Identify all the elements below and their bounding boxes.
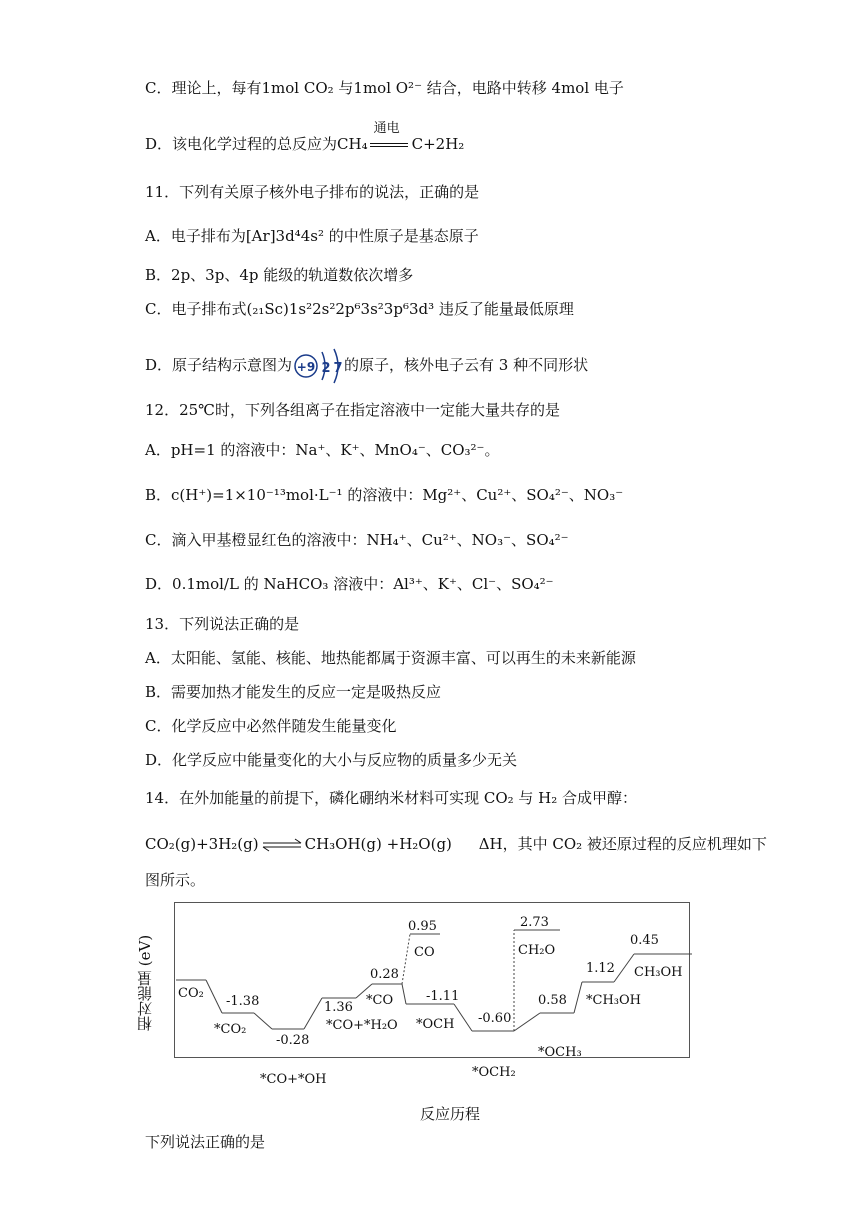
value-label-8: 2.73 [520,915,549,930]
q13-option-d: D．化学反应中能量变化的大小与反应物的质量多少无关 [145,751,518,769]
species-label-3: *CO+*H₂O [326,1018,398,1033]
transition-line-4 [402,984,406,1004]
q12-option-c: C．滴入甲基橙显红色的溶液中：NH₄⁺、Cu²⁺、NO₃⁻、SO₄²⁻ [145,531,569,549]
equation-products: CH₃OH(g) +H₂O(g) [304,835,452,853]
species-label-7: *OCH₂ [472,1065,516,1080]
q11-option-b: B．2p、3p、4p 能级的轨道数依次增多 [145,266,414,284]
value-label-5: 0.95 [408,919,437,934]
equation-reactants: CO₂(g)+3H₂(g) [145,835,259,853]
transition-line-6 [514,1013,540,1031]
species-label-2: *CO+*OH [260,1072,327,1087]
desorption-co-line [402,934,410,984]
species-label-8: CH₂O [518,943,556,958]
equilibrium-arrow [261,835,303,855]
option-d-text: D．该电化学过程的总反应为 [145,135,338,153]
value-label-10: 1.12 [586,961,615,976]
reactant-ch4: CH₄ [337,135,368,153]
q11d-suffix: 的原子，核外电子云有 3 种不同形状 [344,356,589,374]
electrolysis-label: 通电 [373,121,400,136]
energy-levels-svg [140,898,700,1098]
species-label-11: CH₃OH [634,965,683,980]
energy-profile-chart [136,898,700,1128]
atom-structure-icon [292,346,344,386]
q12-option-d: D．0.1mol/L 的 NaHCO₃ 溶液中：Al³⁺、K⁺、Cl⁻、SO₄²⁻ [145,575,554,593]
species-label-1: *CO₂ [214,1022,247,1037]
species-label-9: *OCH₃ [538,1045,582,1060]
value-label-2: -0.28 [276,1033,310,1048]
q14-equation [145,834,767,855]
transition-line-0 [206,980,222,1013]
q13-option-b: B．需要加热才能发生的反应一定是吸热反应 [145,683,442,701]
q14-question-prompt: 下列说法正确的是 [145,1133,266,1151]
question-13: 13．下列说法正确的是 [145,615,300,633]
transition-line-8 [614,954,634,982]
q13-option-a: A．太阳能、氢能、核能、地热能都属于资源丰富、可以再生的未来新能源 [145,649,636,667]
electrolysis-arrow [370,121,410,155]
value-label-4: 0.28 [370,967,399,982]
q11-option-a: A．电子排布为[Ar]3d⁴4s² 的中性原子是基态原子 [145,227,479,245]
transition-line-5 [454,1004,472,1031]
transition-line-2 [304,998,322,1029]
species-label-10: *CH₃OH [586,993,641,1008]
value-label-11: 0.45 [630,933,659,948]
x-axis-label: 反应历程 [420,1105,481,1123]
y-axis-label: 相对能量 (eV) [136,934,154,1032]
nucleus-charge: +9 [296,360,316,374]
q11-option-c: C．电子排布式(₂₁Sc)1s²2s²2p⁶3s²3p⁶3d³ 违反了能量最低原理 [145,300,574,318]
species-label-6: *OCH [416,1017,455,1032]
value-label-3: 1.36 [324,1000,353,1015]
value-label-1: -1.38 [226,994,260,1009]
q11-option-d [145,346,588,386]
option-c-electrochem: C．理论上，每有1mol CO₂ 与1mol O²⁻ 结合，电路中转移 4mol 电子 [145,79,624,97]
value-label-6: -1.11 [426,989,460,1004]
species-label-5: CO [414,945,435,960]
question-11: 11．下列有关原子核外电子排布的说法，正确的是 [145,183,480,201]
transition-line-7 [574,982,582,1013]
q12-option-a: A．pH=1 的溶液中：Na⁺、K⁺、MnO₄⁻、CO₃²⁻。 [145,441,500,459]
option-d-electrochem [145,121,465,155]
shell2-electrons: 7 [333,361,343,376]
q13-option-c: C．化学反应中必然伴随发生能量变化 [145,717,397,735]
q11d-prefix: D．原子结构示意图为 [145,356,293,374]
shell1-electrons: 2 [321,361,331,376]
species-label-0: CO₂ [178,986,204,1001]
question-14: 14．在外加能量的前提下，磷化硼纳米材料可实现 CO₂ 与 H₂ 合成甲醇： [145,789,638,807]
q14-continuation: 图所示。 [145,871,206,889]
species-label-4: *CO [366,993,394,1008]
value-label-9: 0.58 [538,993,567,1008]
equation-note: ΔH，其中 CO₂ 被还原过程的反应机理如下 [478,835,767,853]
value-label-7: -0.60 [478,1011,512,1026]
q12-option-b: B．c(H⁺)=1×10⁻¹³mol·L⁻¹ 的溶液中：Mg²⁺、Cu²⁺、SO₄²⁻、NO₃⁻ [145,486,624,504]
products-c-h2: C+2H₂ [411,135,465,153]
transition-line-1 [254,1013,272,1029]
question-12: 12．25℃时，下列各组离子在指定溶液中一定能大量共存的是 [145,401,560,419]
